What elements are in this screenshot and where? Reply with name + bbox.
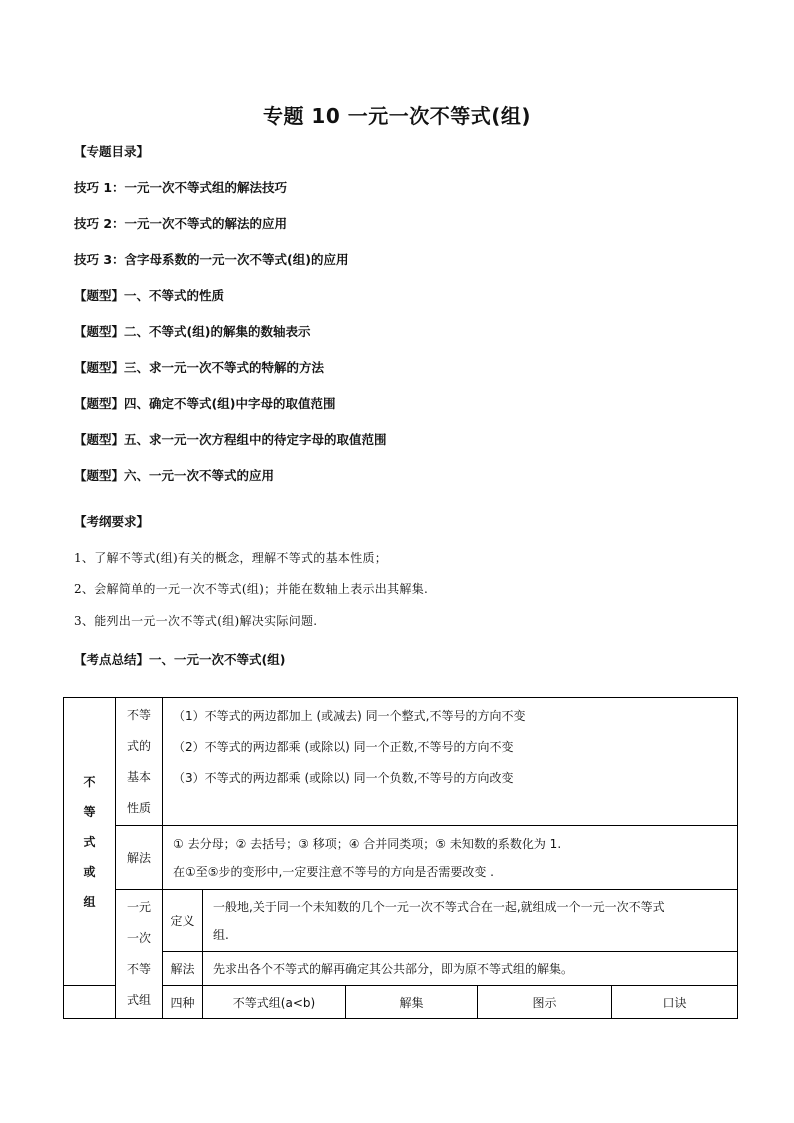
blank-cell <box>64 986 116 1019</box>
prop-2: （2）不等式的两边都乘 (或除以) 同一个正数,不等号的方向不变 <box>173 740 514 754</box>
syllabus-item-1: 1、了解不等式(组)有关的概念，理解不等式的基本性质； <box>74 551 388 565</box>
syllabus-item-3: 3、能列出一元一次不等式(组)解决实际问题. <box>74 614 318 628</box>
prop-3: （3）不等式的两边都乘 (或除以) 同一个负数,不等号的方向改变 <box>173 771 514 785</box>
definition-content <box>203 890 738 952</box>
tip-1: 技巧 1：一元一次不等式组的解法技巧 <box>74 180 288 195</box>
props-label: 不等 式的 基本 性质 <box>116 698 163 826</box>
tip-3: 技巧 3：含字母系数的一元一次不等式(组)的应用 <box>74 252 349 267</box>
syllabus-heading: 【考纲要求】 <box>74 514 150 529</box>
solve-label: 解法 <box>163 952 203 986</box>
method-line-2: 在①至⑤步的变形中,一定要注意不等号的方向是否需要改变 . <box>173 864 494 879</box>
type-6: 【题型】六、一元一次不等式的应用 <box>74 468 275 483</box>
toc-heading: 【专题目录】 <box>74 144 150 159</box>
page-title: 专题 10 一元一次不等式(组) <box>262 104 532 128</box>
type-2: 【题型】二、不等式(组)的解集的数轴表示 <box>74 324 311 339</box>
knowledge-table <box>63 697 738 1019</box>
group-label: 一元 一次 不等 式组 <box>116 890 163 1019</box>
method-line-1: ① 去分母；② 去括号；③ 移项；④ 合并同类项；⑤ 未知数的系数化为 1. <box>173 836 562 851</box>
definition-line-1: 一般地,关于同一个未知数的几个一元一次不等式合在一起,就组成一个一元一次不等式 <box>213 899 665 914</box>
header-four-kinds: 四种 <box>163 986 203 1019</box>
tip-2: 技巧 2：一元一次不等式的解法的应用 <box>74 216 288 231</box>
summary-heading: 【考点总结】一、一元一次不等式(组) <box>74 652 286 667</box>
header-solution-set: 解集 <box>346 986 478 1019</box>
side-label: 不 等 式 或 组 <box>64 698 116 986</box>
method-label: 解法 <box>116 826 163 890</box>
definition-label: 定义 <box>163 890 203 952</box>
type-1: 【题型】一、不等式的性质 <box>74 288 225 303</box>
method-content <box>163 826 738 890</box>
props-content <box>163 698 738 826</box>
header-inequality-group: 不等式组(a<b) <box>203 986 346 1019</box>
syllabus-item-2: 2、会解简单的一元一次不等式(组)；并能在数轴上表示出其解集. <box>74 582 429 596</box>
prop-1: （1）不等式的两边都加上 (或减去) 同一个整式,不等号的方向不变 <box>173 709 526 723</box>
type-5: 【题型】五、求一元一次方程组中的待定字母的取值范围 <box>74 432 387 447</box>
solve-content: 先求出各个不等式的解再确定其公共部分，即为原不等式组的解集。 <box>203 952 738 986</box>
type-3: 【题型】三、求一元一次不等式的特解的方法 <box>74 360 325 375</box>
header-mnemonic: 口诀 <box>612 986 738 1019</box>
definition-line-2: 组. <box>213 927 229 942</box>
type-4: 【题型】四、确定不等式(组)中字母的取值范围 <box>74 396 336 411</box>
header-diagram: 图示 <box>478 986 612 1019</box>
